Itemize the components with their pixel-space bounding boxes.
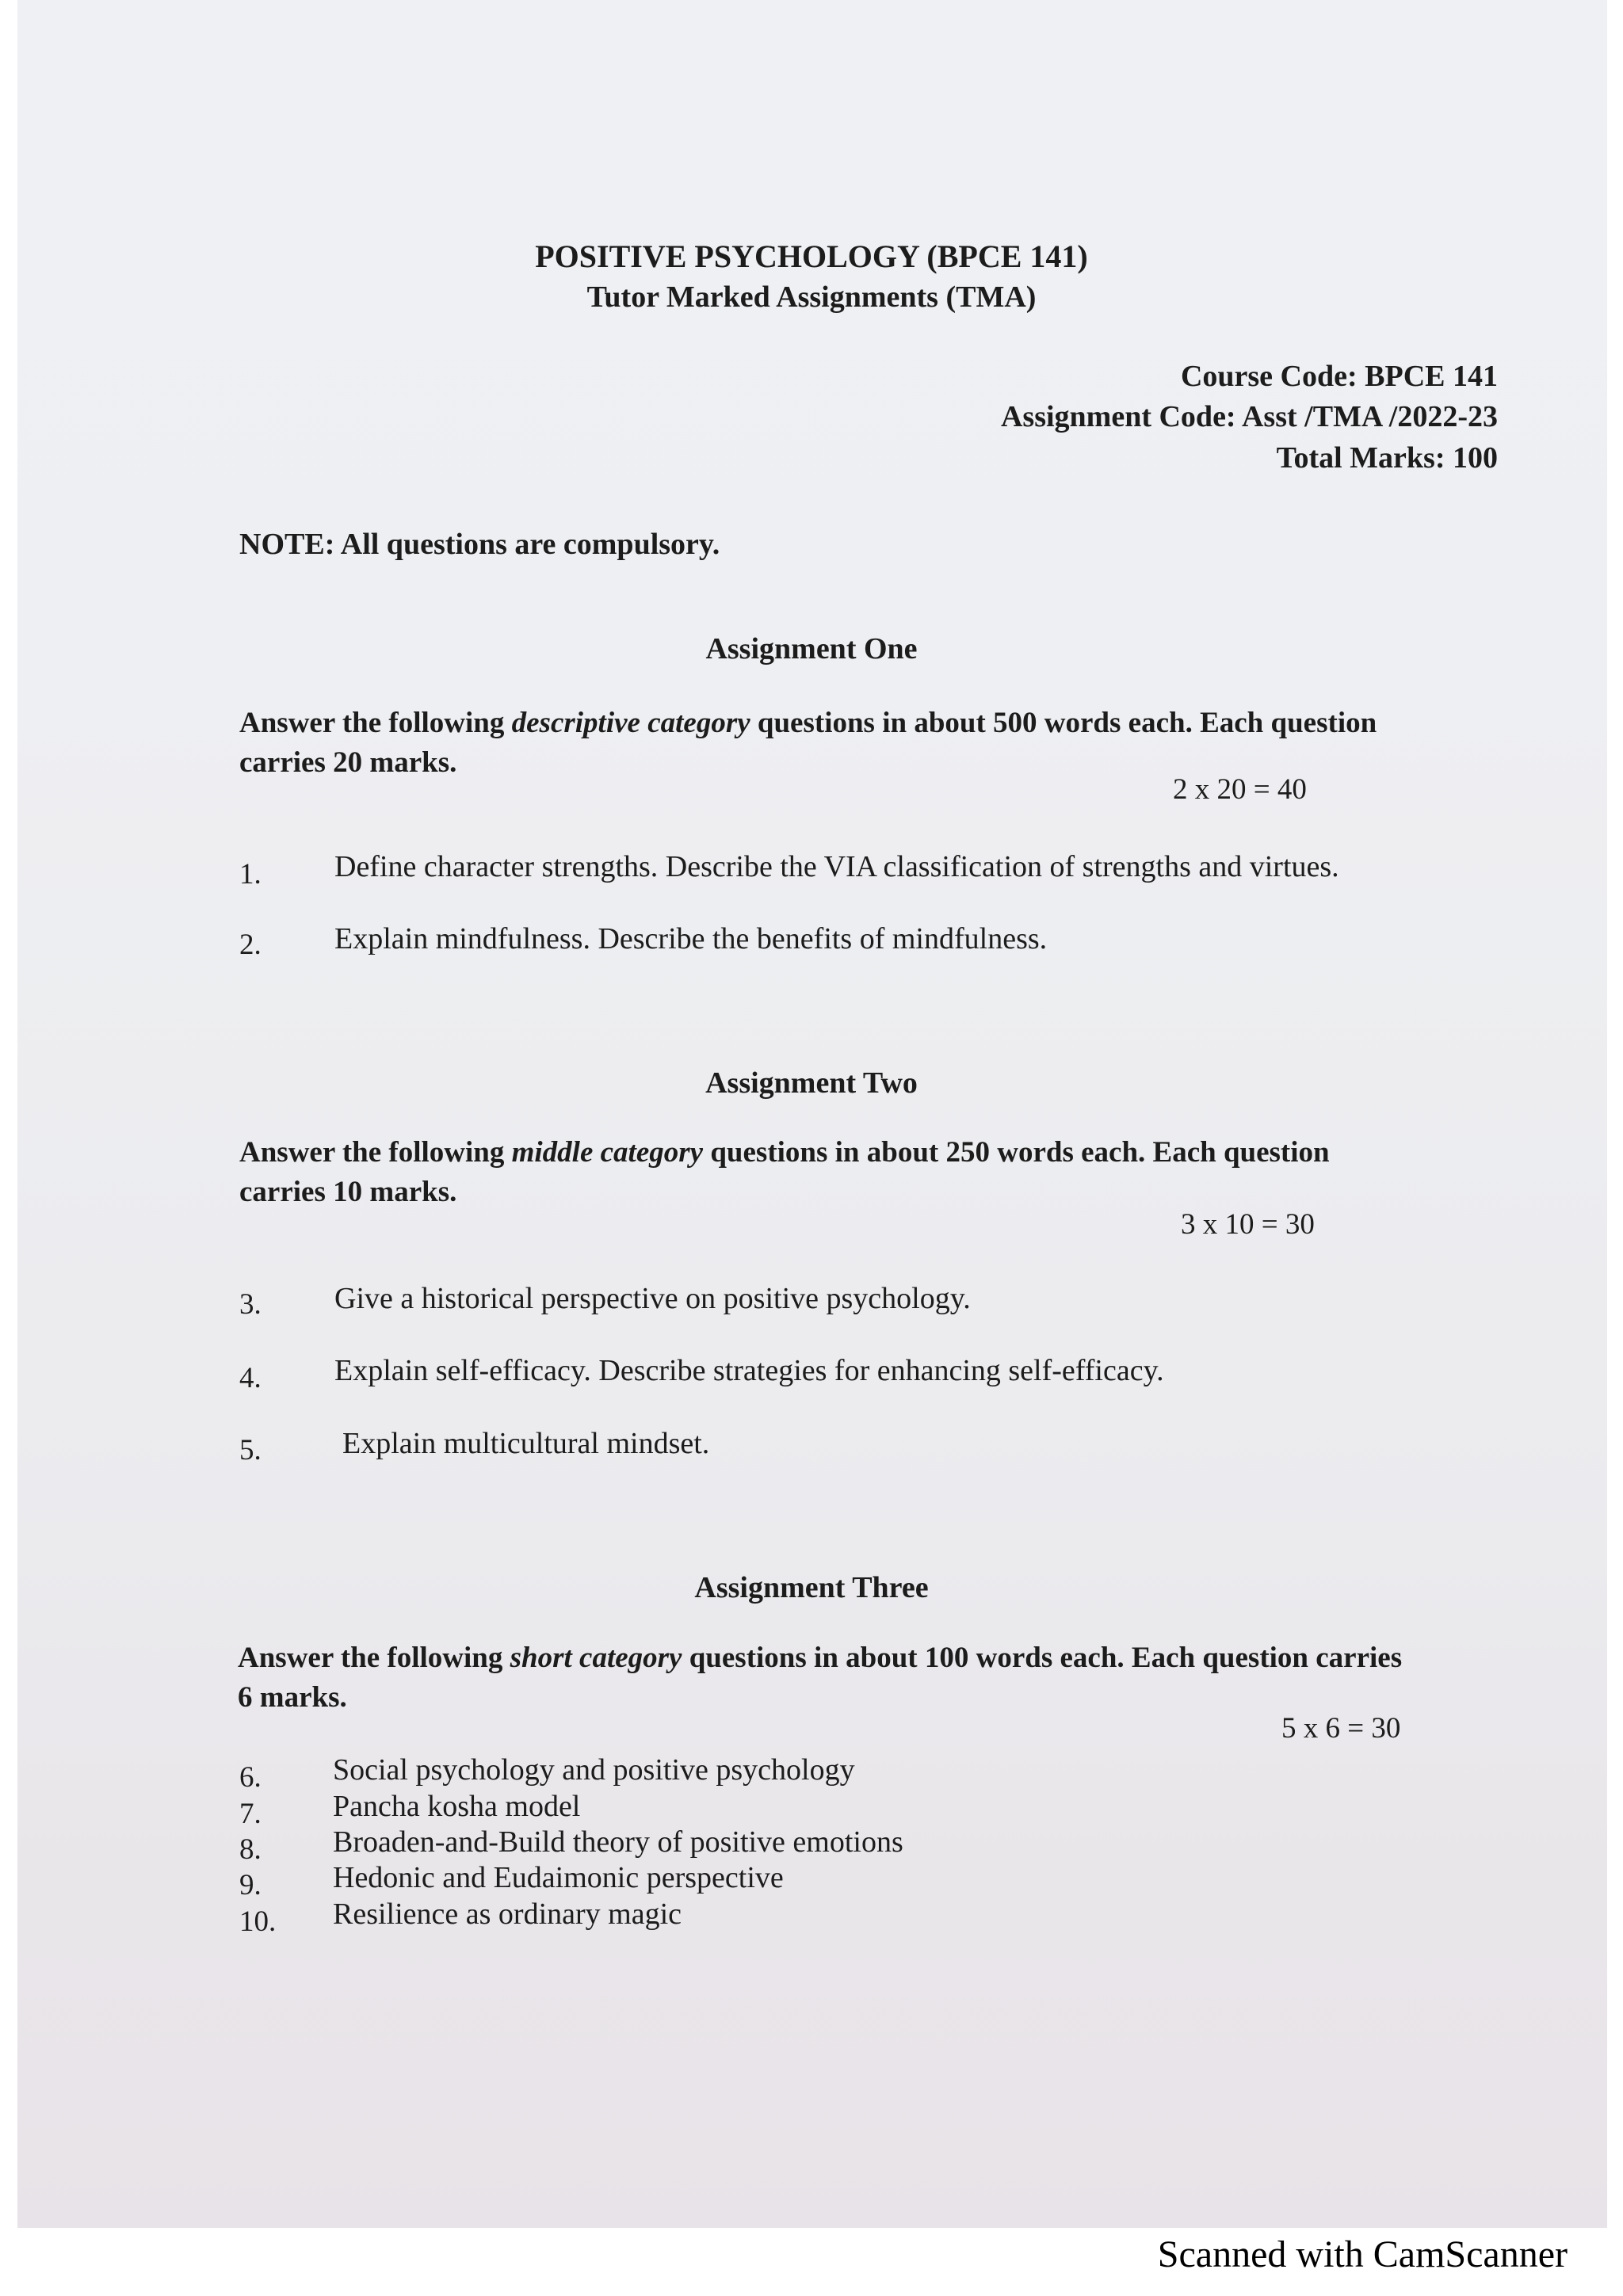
question-number: 3.: [239, 1288, 262, 1321]
marks-formula: 2 x 20 = 40: [1173, 773, 1307, 806]
document-subtitle: Tutor Marked Assignments (TMA): [586, 280, 1037, 314]
assignment-instruction: Answer the following descriptive category questions in about 500 words each. Each question carries 20 marks.: [239, 707, 1377, 779]
assignment-instruction: Answer the following short category questions in about 100 words each. Each question carries 6 marks.: [238, 1642, 1403, 1714]
question-number: 1.: [239, 858, 262, 891]
document-title: POSITIVE PSYCHOLOGY (BPCE 141): [535, 238, 1088, 274]
assignment-heading: Assignment One: [705, 632, 918, 666]
question-number: 5.: [239, 1434, 262, 1466]
marks-formula: 3 x 10 = 30: [1181, 1208, 1315, 1241]
question-text: Explain mindfulness. Describe the benefits of mindfulness.: [334, 922, 1048, 955]
question-number: 4.: [239, 1362, 262, 1394]
assignment-heading: Assignment Two: [705, 1066, 918, 1100]
note-text: NOTE: All questions are compulsory.: [239, 528, 720, 561]
question-text: Define character strengths. Describe the VIA classification of strengths and virtues.: [334, 850, 1339, 883]
question-number: 2.: [239, 929, 262, 961]
question-text: Broaden-and-Build theory of positive emotions: [333, 1825, 903, 1859]
category-emphasis: descriptive category: [511, 707, 750, 739]
assignment-instruction: Answer the following middle category questions in about 250 words each. Each question carries 10 marks.: [239, 1136, 1330, 1208]
question-text: Explain multicultural mindset.: [342, 1427, 710, 1460]
question-number: 7.: [239, 1798, 262, 1830]
question-text: Pancha kosha model: [333, 1790, 581, 1823]
assignment-heading: Assignment Three: [694, 1571, 929, 1604]
category-emphasis: short category: [510, 1642, 682, 1674]
question-number: 8.: [239, 1833, 262, 1866]
total-marks: Total Marks: 100: [1276, 441, 1498, 475]
category-emphasis: middle category: [511, 1136, 704, 1169]
question-text: Explain self-efficacy. Describe strategies for enhancing self-efficacy.: [334, 1354, 1164, 1387]
question-text: Hedonic and Eudaimonic perspective: [333, 1861, 784, 1894]
scanner-watermark: Scanned with CamScanner: [1157, 2233, 1568, 2275]
assignment-code: Assignment Code: Asst /TMA /2022-23: [1000, 400, 1498, 433]
question-number: 9.: [239, 1869, 262, 1901]
question-number: 6.: [239, 1761, 262, 1794]
question-text: Give a historical perspective on positive psychology.: [334, 1282, 971, 1315]
marks-formula: 5 x 6 = 30: [1281, 1712, 1401, 1745]
question-text: Social psychology and positive psychology: [333, 1753, 855, 1787]
question-text: Resilience as ordinary magic: [333, 1897, 682, 1931]
question-number: 10.: [239, 1905, 277, 1938]
course-code: Course Code: BPCE 141: [1180, 360, 1498, 393]
